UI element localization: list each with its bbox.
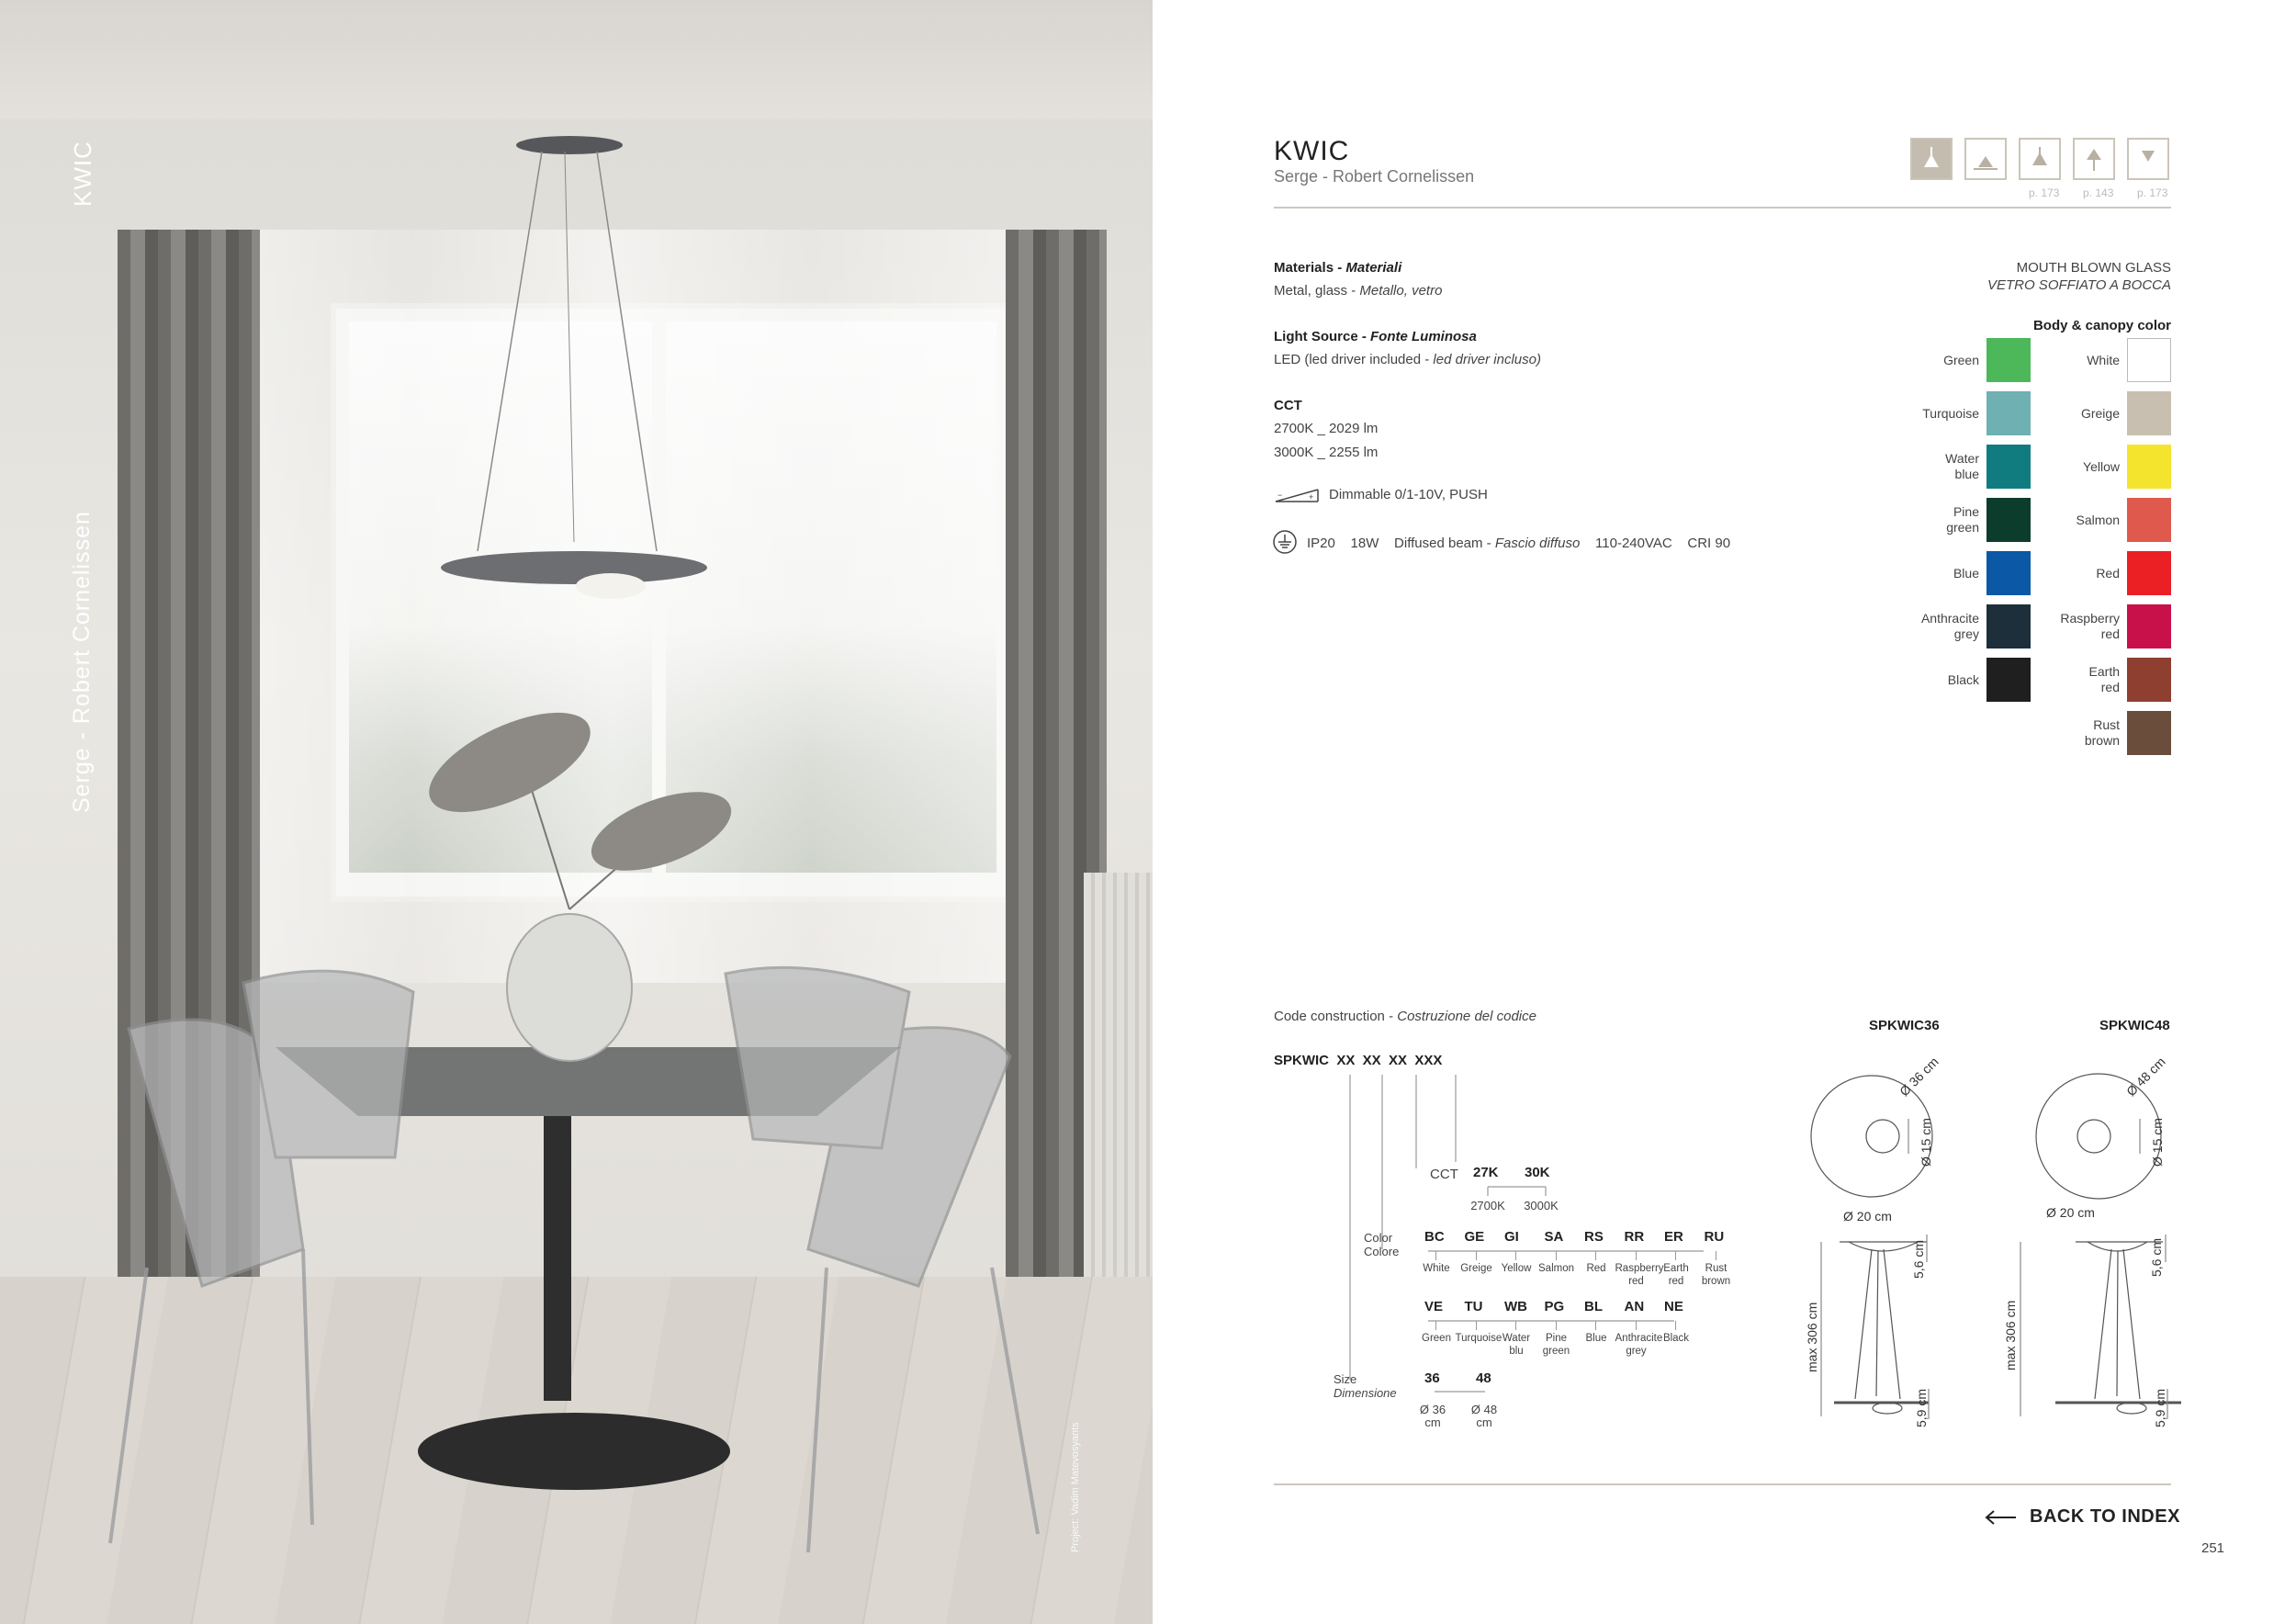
- color-swatch: [2127, 551, 2171, 595]
- product-page: [1153, 0, 2296, 1624]
- page-ref[interactable]: p. 173: [2137, 186, 2168, 199]
- lamp-canopy: [516, 136, 623, 154]
- color-swatch: [1986, 498, 2031, 542]
- dimension-label: 5,6 cm: [2149, 1237, 2164, 1277]
- dimension-label: Ø 20 cm: [2046, 1205, 2095, 1220]
- color-row2-code: NE: [1664, 1299, 1683, 1314]
- color-row1-desc: Yellow: [1501, 1263, 1532, 1274]
- color-swatch-label: Yellow: [2083, 458, 2120, 474]
- photo-credit: Project: Vadim Matevosyants: [1070, 1422, 1081, 1552]
- glass-note: MOUTH BLOWN GLASS: [2016, 260, 2171, 276]
- code-tick: [1556, 1321, 1557, 1330]
- dimension-label: Ø 36 cm: [1896, 1054, 1941, 1100]
- dimension-label: Ø 15 cm: [2150, 1118, 2165, 1167]
- color-row2-desc: Anthracite grey: [1615, 1333, 1663, 1357]
- color-swatch-label: Greige: [2080, 405, 2120, 421]
- color-row2-code: VE: [1424, 1299, 1444, 1314]
- cct-label: CCT: [1430, 1167, 1458, 1182]
- color-row2-code: TU: [1464, 1299, 1483, 1314]
- dimension-label: Ø 48 cm: [2123, 1054, 2168, 1100]
- code-tick: [1636, 1321, 1637, 1330]
- code-heading: Code construction - Costruzione del codice: [1274, 1009, 1536, 1024]
- beam-type: Fascio diffuso: [1494, 536, 1581, 551]
- color-swatch-label: Blue: [1953, 565, 1979, 581]
- color-swatch-label: Pine green: [1946, 504, 1979, 535]
- dimension-label: max 306 cm: [1805, 1302, 1819, 1372]
- side-designer: Serge - Robert Cornelissen: [69, 511, 95, 813]
- color-row2-code: PG: [1544, 1299, 1565, 1314]
- dimension-label: Ø 20 cm: [1843, 1209, 1892, 1224]
- page-ref[interactable]: p. 143: [2083, 186, 2114, 199]
- code-tick: [1515, 1321, 1516, 1330]
- svg-text:+: +: [1309, 492, 1314, 502]
- drawing-title-36: SPKWIC36: [1869, 1018, 1940, 1033]
- color-row2-desc: Pine green: [1542, 1333, 1570, 1357]
- color-row2-code: BL: [1584, 1299, 1603, 1314]
- color-row1-desc: Greige: [1460, 1263, 1492, 1274]
- dimension-label: 5,6 cm: [1911, 1239, 1926, 1279]
- wattage: 18W: [1350, 536, 1379, 551]
- color-row1-code: GI: [1504, 1229, 1519, 1245]
- canopy-side-48: [2088, 1242, 2147, 1251]
- color-row1-desc: White: [1423, 1263, 1450, 1274]
- bulb-outline-36: [1866, 1120, 1899, 1153]
- code-pattern: SPKWIC XX XX XX XXX: [1274, 1053, 1443, 1068]
- color-swatch: [2127, 338, 2171, 382]
- color-swatch: [2127, 658, 2171, 702]
- svg-text:−: −: [1277, 491, 1283, 500]
- back-to-index-label: BACK TO INDEX: [2030, 1506, 2180, 1527]
- color-swatch-label: Red: [2096, 565, 2120, 581]
- code-tick: [1636, 1251, 1637, 1260]
- designer-name: Serge - Robert Cornelissen: [1274, 167, 1475, 186]
- color-swatch: [1986, 658, 2031, 702]
- cct-heading: CCT: [1274, 398, 1302, 413]
- dimension-label: 5,9 cm: [1914, 1388, 1929, 1427]
- product-title: KWIC: [1274, 136, 1350, 166]
- color-row1-code: BC: [1424, 1229, 1445, 1245]
- code-tick: [1595, 1321, 1596, 1330]
- color-row1-desc: Salmon: [1538, 1263, 1574, 1274]
- drawing-title-48: SPKWIC48: [2099, 1018, 2170, 1033]
- cct-code: 30K: [1525, 1165, 1550, 1180]
- color-swatch-label: Earth red: [2088, 664, 2120, 694]
- page-number: 251: [2201, 1540, 2225, 1556]
- color-swatch: [1986, 338, 2031, 382]
- cct-desc: 2700K: [1470, 1199, 1505, 1212]
- bulb-outline-48: [2077, 1120, 2110, 1153]
- color-swatch: [1986, 445, 2031, 489]
- color-row1-code: RS: [1584, 1229, 1604, 1245]
- color-swatch-label: Black: [1947, 671, 1979, 687]
- lamp-cable: [565, 152, 574, 542]
- lamp-cable: [478, 152, 542, 551]
- shade-outline-48: [2036, 1074, 2161, 1199]
- color-row2-desc: Water blu: [1502, 1333, 1531, 1357]
- color-code-label: Color Colore: [1364, 1231, 1400, 1258]
- color-heading: Body & canopy color: [2032, 318, 2171, 333]
- materials-value: Metal, glass - Metallo, vetro: [1274, 283, 1443, 299]
- shade-outline-36: [1811, 1076, 1932, 1197]
- page-ref[interactable]: p. 173: [2029, 186, 2060, 199]
- glass-note-it: VETRO SOFFIATO A BOCCA: [1986, 277, 2171, 293]
- color-row1-desc: Raspberry red: [1615, 1263, 1664, 1287]
- color-swatch: [2127, 711, 2171, 755]
- voltage: 110-240VAC: [1595, 536, 1672, 551]
- color-row2-desc: Turquoise: [1455, 1333, 1503, 1344]
- code-tick: [1476, 1251, 1477, 1260]
- code-tick: [1595, 1251, 1596, 1260]
- cct-desc: 3000K: [1524, 1199, 1559, 1212]
- electrical-specs: IP20 18W Diffused beam - Fascio diffuso 110-240VAC CRI 90: [1307, 536, 1731, 551]
- code-tick: [1515, 1251, 1516, 1260]
- cct-code: 27K: [1473, 1165, 1499, 1180]
- table-leg: [544, 1116, 571, 1401]
- code-tick: [1435, 1251, 1436, 1260]
- color-swatch: [2127, 445, 2171, 489]
- color-swatch-label: Green: [1943, 352, 1979, 367]
- color-swatch: [2127, 391, 2171, 435]
- lamp-cable: [597, 152, 657, 551]
- size-desc: Ø 36 cm: [1419, 1403, 1446, 1429]
- side-title: KWIC: [69, 141, 96, 207]
- lamp-shade: [441, 551, 707, 584]
- code-tick: [1675, 1321, 1676, 1330]
- vase: [507, 914, 632, 1061]
- size-code: 48: [1476, 1370, 1491, 1386]
- color-row2-desc: Green: [1422, 1333, 1451, 1344]
- code-tick: [1435, 1321, 1436, 1330]
- color-swatch: [2127, 604, 2171, 648]
- color-swatch: [1986, 604, 2031, 648]
- light-source-heading: Light Source - Fonte Luminosa: [1274, 329, 1477, 344]
- pampas-grass: [581, 776, 741, 887]
- ip-rating: IP20: [1307, 536, 1335, 551]
- color-row1-desc: Earth red: [1663, 1263, 1689, 1287]
- color-swatch-label: White: [2087, 352, 2120, 367]
- color-swatch-label: Rust brown: [2084, 717, 2120, 748]
- color-row1-code: GE: [1464, 1229, 1485, 1245]
- color-row1-code: RU: [1704, 1229, 1725, 1245]
- color-row1-code: SA: [1544, 1229, 1564, 1245]
- dimension-label: Ø 15 cm: [1919, 1118, 1933, 1167]
- color-row1-desc: Red: [1586, 1263, 1606, 1274]
- dimension-label: max 306 cm: [2003, 1300, 2018, 1370]
- materials-heading: Materials - Materiali: [1274, 260, 1402, 276]
- technical-drawings: [1153, 0, 2296, 1624]
- size-code: 36: [1424, 1370, 1440, 1386]
- dimmable-text: Dimmable 0/1-10V, PUSH: [1329, 487, 1488, 502]
- size-desc: Ø 48 cm: [1470, 1403, 1498, 1429]
- color-swatch: [1986, 551, 2031, 595]
- dimension-label: 5,9 cm: [2153, 1388, 2167, 1427]
- color-swatch-label: Water blue: [1945, 451, 1979, 481]
- color-row2-desc: Black: [1662, 1333, 1690, 1344]
- color-swatch: [1986, 391, 2031, 435]
- cri: CRI 90: [1687, 536, 1731, 551]
- color-swatch-label: Raspberry red: [2060, 611, 2120, 641]
- color-row2-desc: Blue: [1585, 1333, 1607, 1344]
- cct-value-2: 3000K _ 2255 lm: [1274, 445, 1379, 460]
- color-row1-code: ER: [1664, 1229, 1683, 1245]
- color-swatch-label: Salmon: [2076, 512, 2120, 527]
- code-tick: [1476, 1321, 1477, 1330]
- footer-divider: [1274, 1483, 2171, 1485]
- color-swatch-label: Anthracite grey: [1920, 611, 1979, 641]
- back-to-index-link[interactable]: [1984, 1506, 2180, 1528]
- code-tick: [1675, 1251, 1676, 1260]
- size-code-label: Size Dimensione: [1334, 1372, 1397, 1400]
- color-row2-code: AN: [1624, 1299, 1645, 1314]
- color-row1-code: RR: [1624, 1229, 1645, 1245]
- color-swatch: [2127, 498, 2171, 542]
- color-swatch-label: Turquoise: [1922, 405, 1979, 421]
- color-row1-desc: Rust brown: [1701, 1263, 1731, 1287]
- light-source-value: LED (led driver included - led driver incluso): [1274, 352, 1541, 367]
- table-base: [418, 1413, 730, 1490]
- cct-value-1: 2700K _ 2029 lm: [1274, 421, 1379, 436]
- pampas-grass: [415, 693, 604, 833]
- arrow-left-icon: [1984, 1510, 2017, 1525]
- color-row2-code: WB: [1504, 1299, 1527, 1314]
- lamp-bulb: [576, 573, 646, 599]
- code-tick: [1556, 1251, 1557, 1260]
